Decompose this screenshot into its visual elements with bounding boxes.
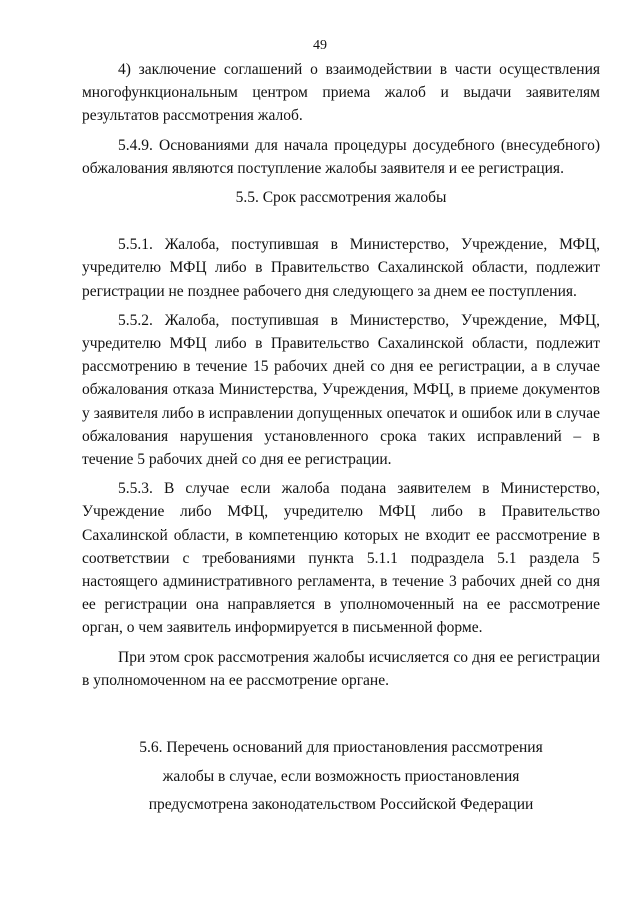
page-number: 49 bbox=[313, 38, 327, 53]
paragraph-5-5-2: 5.5.2. Жалоба, поступившая в Министерство, Учреждение, МФЦ, учредителю МФЦ либо в Правительство Сахалинской области, подлежит рассмотрению в течение 15 рабочих дней со дня ее регистрации, а в случае обжалования отказа Министерства, Учреждения, МФЦ, в приеме документов у заявителя либо в исправлении допущенных опечаток и ошибок или в случае обжалования нарушения установленного срока таких исправлений – в течение 5 рабочих дней со дня ее регистрации. bbox=[82, 311, 600, 469]
paragraph-5-5-1: 5.5.1. Жалоба, поступившая в Министерство, Учреждение, МФЦ, учредителю МФЦ либо в Правительство Сахалинской области, подлежит регистрации не позднее рабочего дня следующего за днем ее поступления. bbox=[82, 236, 600, 300]
section-heading-5-6 bbox=[82, 734, 600, 820]
paragraph-5-4-9: 5.4.9. Основаниями для начала процедуры досудебного (внесудебного) обжалования являются поступление жалобы заявителя и ее регистрация. bbox=[82, 136, 600, 177]
section-heading-5-6-line-3: предусмотрена законодательством Российской Федерации bbox=[148, 796, 534, 814]
paragraph-5-5-3: 5.5.3. В случае если жалоба подана заявителем в Министерство, Учреждение либо МФЦ, учредителю МФЦ либо в Правительство Сахалинской области, в компетенцию которых не входит ее рассмотрение в соответствии с требованиями пункта 5.1.1 подраздела 5.1 раздела 5 настоящего административного регламента, в течение 3 рабочих дней со дня ее регистрации она направляется в уполномоченный на ее рассмотрение орган, о чем заявитель информируется в письменной форме. bbox=[82, 480, 600, 637]
paragraph-item-4: 4) заключение соглашений о взаимодействии в части осуществления многофункциональным центром приема жалоб и выдачи заявителям результатов рассмотрения жалоб. bbox=[82, 61, 600, 125]
section-heading-5-6-line-2: жалобы в случае, если возможность приостановления bbox=[162, 767, 520, 785]
document-body bbox=[82, 58, 600, 820]
section-heading-5-6-line-1: 5.6. Перечень оснований для приостановления рассмотрения bbox=[139, 739, 543, 757]
paragraph-registration-note: При этом срок рассмотрения жалобы исчисляется со дня ее регистрации в уполномоченном на ее рассмотрение органе. bbox=[82, 648, 600, 689]
section-heading-5-5: 5.5. Срок рассмотрения жалобы bbox=[235, 189, 447, 207]
